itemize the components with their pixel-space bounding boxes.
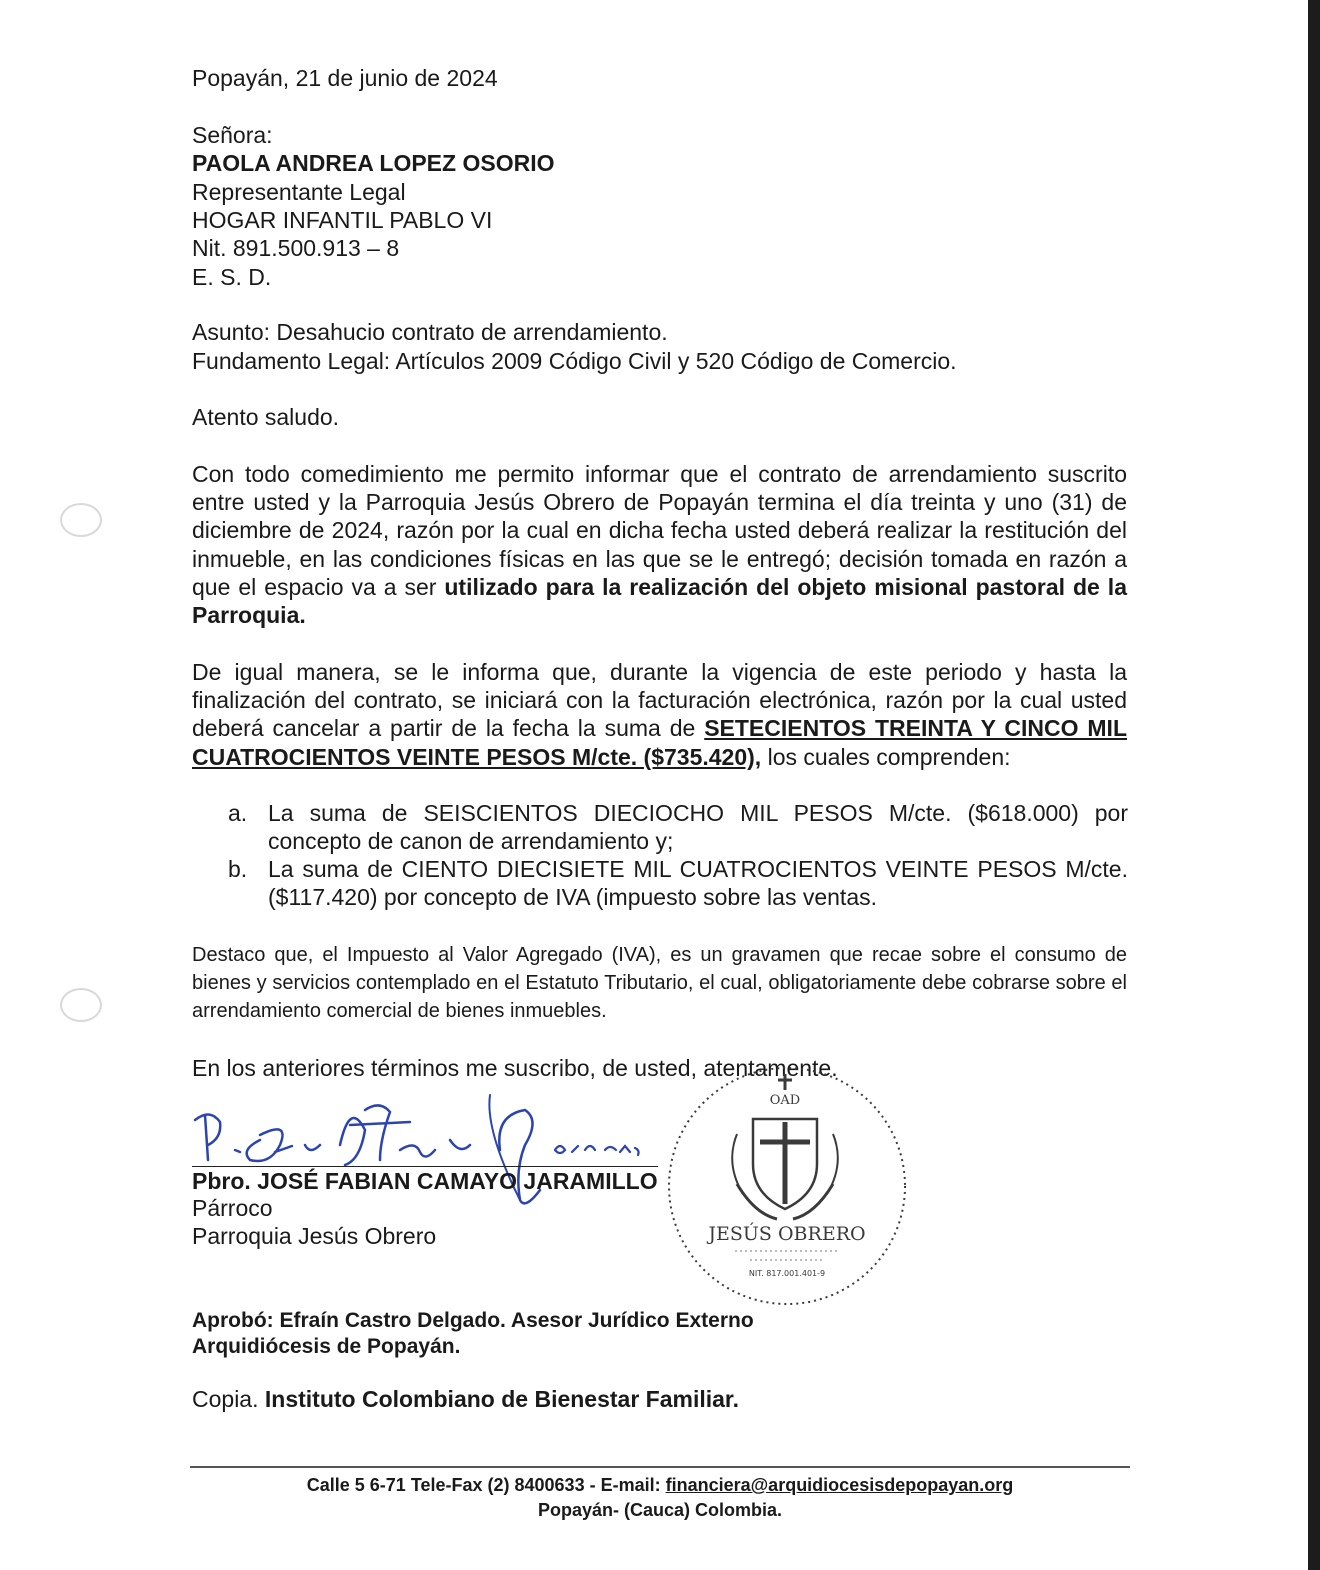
signer-title: Párroco [192, 1195, 273, 1221]
paragraph-termination-bold: utilizado para la realización del objeto misional pastoral de la Parroquia. [192, 573, 1127, 629]
copy-recipient: Instituto Colombiano de Bienestar Familiar. [264, 1386, 740, 1412]
approval-line2: Arquidiócesis de Popayán. [192, 1335, 461, 1358]
list-marker: a. [228, 800, 248, 826]
signer-name: Pbro. JOSÉ FABIAN CAMAYO JARAMILLO [192, 1168, 658, 1194]
seal-name: JESÚS OBRERO [708, 1223, 866, 1245]
paragraph-termination [192, 460, 1127, 629]
seal-nit: NIT. 817.001.401-9 [748, 1269, 826, 1278]
list-item-text: La suma de CIENTO DIECISIETE MIL CUATROCIENTOS VEINTE PESOS M/cte. ($117.420) por concepto de IVA (impuesto sobre las ventas. [268, 856, 1128, 911]
paragraph-billing-text: De igual manera, se le informa que, durante la vigencia de este periodo y hasta la finalización del contrato, se iniciará con la facturación electrónica, razón por la cual usted deberá cancelar a partir de la fecha la suma de [192, 659, 1127, 742]
legal-basis-line: Fundamento Legal: Artículos 2009 Código Civil y 520 Código de Comercio. [192, 348, 957, 374]
recipient-salutation: Señora: [192, 122, 273, 148]
approval-line1: Aprobó: Efraín Castro Delgado. Asesor Jurídico Externo [192, 1309, 754, 1332]
recipient-esd: E. S. D. [192, 264, 272, 290]
copy-label: Copia. [192, 1386, 259, 1412]
subject-line: Asunto: Desahucio contrato de arrendamiento. [192, 319, 668, 345]
paragraph-billing-after: los cuales comprenden: [761, 743, 1011, 770]
footer-address-line [190, 1473, 1130, 1497]
paragraph-termination-text: Con todo comedimiento me permito informar que el contrato de arrendamiento suscrito entre usted y la Parroquia Jesús Obrero de Popayán termina el día treinta y uno (31) de diciembre de 2024, razón por la cual en dicha fecha usted deberá realizar la restitución del inmueble, en las condiciones físicas en las que se le entregó; decisión tomada en razón a que el espacio va a ser [192, 461, 1127, 600]
copy-line [192, 1385, 739, 1413]
closing-line: En los anteriores términos me suscribo, de usted, atentamente. [192, 1055, 838, 1081]
recipient-nit: Nit. 891.500.913 – 8 [192, 235, 400, 261]
list-marker: b. [228, 856, 248, 882]
greeting: Atento saludo. [192, 404, 340, 430]
punch-hole-mark [60, 503, 102, 537]
paragraph-billing [192, 658, 1127, 771]
date-line: Popayán, 21 de junio de 2024 [192, 65, 498, 91]
recipient-role: Representante Legal [192, 179, 406, 205]
recipient-org: HOGAR INFANTIL PABLO VI [192, 207, 493, 233]
footer-address: Calle 5 6-71 Tele-Fax (2) 8400633 - E-mail: [306, 1475, 666, 1495]
footer-city: Popayán- (Cauca) Colombia. [537, 1500, 783, 1520]
footer-email-link[interactable]: financiera@arquidiocesisdepopayan.org [665, 1475, 1014, 1495]
parish-seal-stamp [665, 1064, 910, 1309]
punch-hole-mark [60, 988, 102, 1022]
list-item-text: La suma de SEISCIENTOS DIECIOCHO MIL PESOS M/cte. ($618.000) por concepto de canon de arrendamiento y; [268, 800, 1128, 855]
seal-top-text: OAD [769, 1093, 801, 1108]
paragraph-iva: Destaco que, el Impuesto al Valor Agregado (IVA), es un gravamen que recae sobre el consumo de bienes y servicios contemplado en el Estatuto Tributario, el cual, obligatoriamente debe cobrarse sobre el arrendamiento comercial de bienes inmuebles. [192, 944, 1127, 1022]
recipient-name: PAOLA ANDREA LOPEZ OSORIO [192, 150, 555, 176]
scan-edge [1308, 0, 1320, 1570]
signer-org: Parroquia Jesús Obrero [192, 1223, 437, 1249]
paragraph-billing-amount: SETECIENTOS TREINTA Y CINCO MIL CUATROCIENTOS VEINTE PESOS M/cte. ($735.420), [192, 715, 1127, 770]
footer-divider [190, 1466, 1130, 1468]
